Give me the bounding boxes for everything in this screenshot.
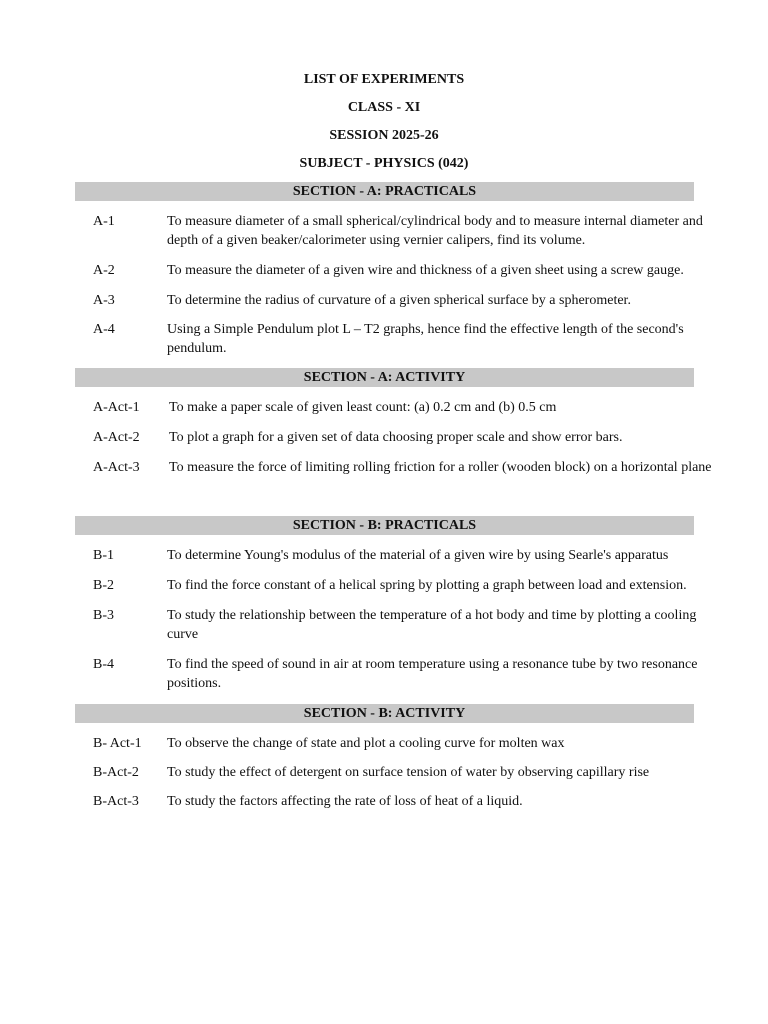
experiment-code: B-4 (93, 657, 114, 672)
section-header-a-activity: SECTION - A: ACTIVITY (75, 368, 694, 387)
experiment-code: B-1 (93, 548, 114, 563)
activity-description: To observe the change of state and plot a cooling curve for molten wax (167, 736, 565, 751)
experiment-code: A-4 (93, 322, 115, 337)
section-header-b-activity: SECTION - B: ACTIVITY (75, 704, 694, 723)
document-title: LIST OF EXPERIMENTS (303, 72, 465, 87)
activity-code: B-Act-3 (93, 794, 139, 809)
subject-heading: SUBJECT - PHYSICS (042) (299, 156, 469, 171)
section-header-a-practicals: SECTION - A: PRACTICALS (75, 182, 694, 201)
experiment-description: To find the speed of sound in air at room temperature using a resonance tube by two resonance positions. (167, 657, 698, 691)
activity-code: B-Act-2 (93, 765, 139, 780)
section-header-b-practicals: SECTION - B: PRACTICALS (75, 516, 694, 535)
experiment-description: To determine the radius of curvature of a given spherical surface by a spherometer. (167, 293, 631, 308)
experiment-description: To find the force constant of a helical spring by plotting a graph between load and extension. (167, 578, 687, 593)
activity-description: To plot a graph for a given set of data choosing proper scale and show error bars. (169, 430, 623, 445)
experiment-code: A-2 (93, 263, 115, 278)
experiment-description: To study the relationship between the temperature of a hot body and time by plotting a cooling curve (167, 608, 697, 642)
activity-description: To study the factors affecting the rate of loss of heat of a liquid. (167, 794, 523, 809)
experiment-description: To measure the diameter of a given wire and thickness of a given sheet using a screw gauge. (167, 263, 684, 278)
experiment-code: B-2 (93, 578, 114, 593)
experiment-code: A-3 (93, 293, 115, 308)
experiment-description: To determine Young's modulus of the material of a given wire by using Searle's apparatus (167, 548, 669, 563)
activity-description: To make a paper scale of given least count: (a) 0.2 cm and (b) 0.5 cm (169, 400, 557, 415)
experiment-code: B-3 (93, 608, 114, 623)
activity-code: A-Act-3 (93, 460, 140, 475)
class-heading: CLASS - XI (347, 100, 421, 115)
activity-code: B- Act-1 (93, 736, 142, 751)
activity-description: To study the effect of detergent on surface tension of water by observing capillary rise (167, 765, 650, 780)
activity-code: A-Act-2 (93, 430, 140, 445)
session-heading: SESSION 2025-26 (329, 128, 439, 143)
experiment-description: Using a Simple Pendulum plot L – T2 graphs, hence find the effective length of the second's pendulum. (167, 322, 684, 356)
experiment-description: To measure diameter of a small spherical/cylindrical body and to measure internal diameter and depth of a given beaker/calorimeter using vernier calipers, find its volume. (167, 214, 703, 248)
experiment-code: A-1 (93, 214, 115, 229)
activity-code: A-Act-1 (93, 400, 140, 415)
activity-description: To measure the force of limiting rolling friction for a roller (wooden block) on a horizontal plane (169, 460, 712, 475)
